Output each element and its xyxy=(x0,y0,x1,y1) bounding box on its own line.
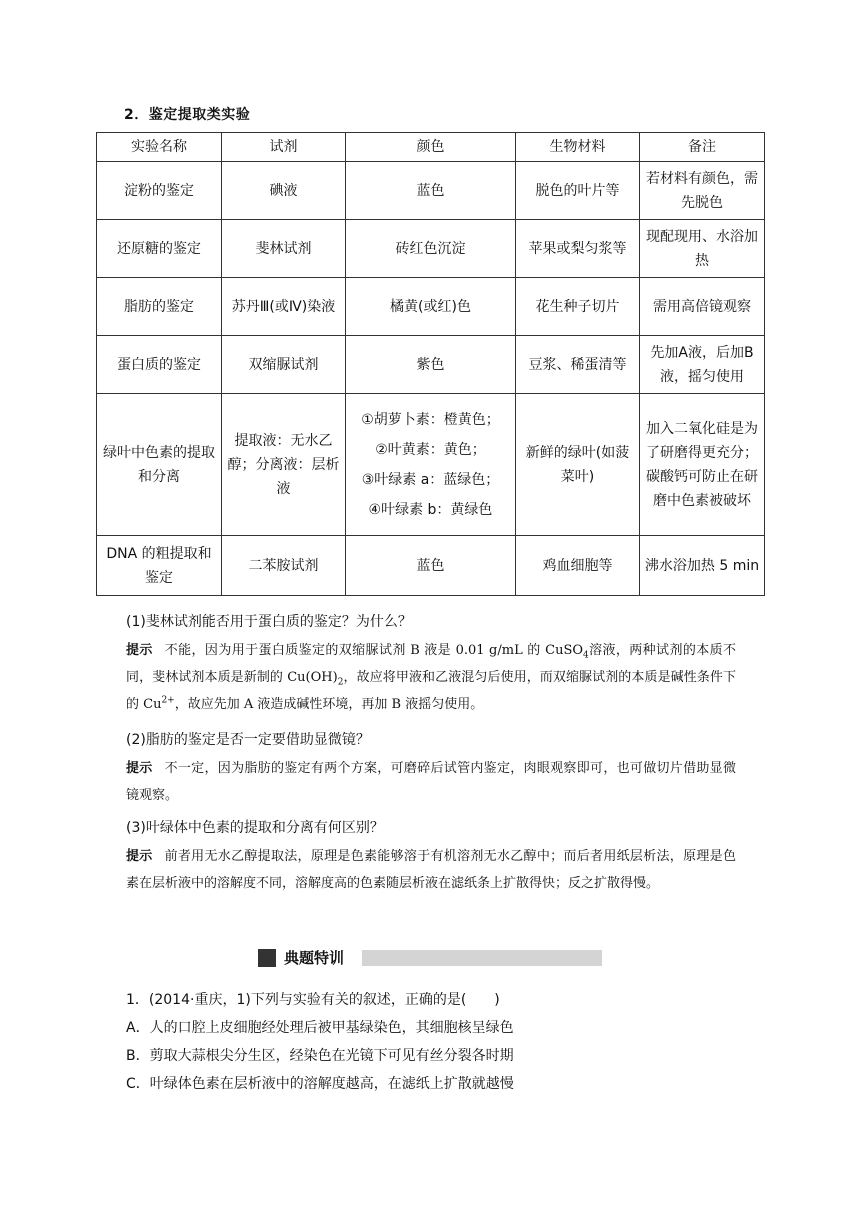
table-cell: 二苯胺试剂 xyxy=(222,536,346,596)
answer-subscript: 2 xyxy=(337,677,344,688)
table-cell: 脱色的叶片等 xyxy=(516,162,640,220)
table-cell: 若材料有颜色，需先脱色 xyxy=(640,162,765,220)
table-cell: 豆浆、稀蛋清等 xyxy=(516,336,640,394)
pigment-color-cell xyxy=(346,394,516,536)
question-3: (3)叶绿体中色素的提取和分离有何区别？ xyxy=(126,820,384,836)
answer-subscript: 4 xyxy=(583,650,589,661)
table-header-row xyxy=(97,133,765,162)
question-1: (1)斐林试剂能否用于蛋白质的鉴定？为什么？ xyxy=(126,614,412,630)
question-stem: 1．(2014·重庆，1)下列与实验有关的叙述，正确的是( ) xyxy=(126,992,500,1008)
tip-label: 提示 xyxy=(126,849,153,864)
table-row xyxy=(97,220,765,278)
table-cell: 蓝色 xyxy=(346,536,516,596)
section-title: 2．鉴定提取类实验 xyxy=(124,107,251,123)
option-b: B．剪取大蒜根尖分生区，经染色在光镜下可见有丝分裂各时期 xyxy=(126,1048,514,1064)
table-row xyxy=(97,394,765,536)
table-cell: 加入二氧化硅是为了研磨得更充分；碳酸钙可防止在研磨中色素被破坏 xyxy=(640,394,765,536)
table-cell: 鸡血细胞等 xyxy=(516,536,640,596)
table-cell: 新鲜的绿叶(如菠菜叶) xyxy=(516,394,640,536)
exercise-question xyxy=(126,988,746,1096)
answer-text: 不一定，因为脂肪的鉴定有两个方案，可磨碎后试管内鉴定，肉眼观察即可，也可做切片借助显微镜观察。 xyxy=(126,761,736,803)
table-cell: 双缩脲试剂 xyxy=(222,336,346,394)
answer-text: 前者用无水乙醇提取法，原理是色素能够溶于有机溶剂无水乙醇中；而后者用纸层析法，原理是色素在层析液中的溶解度不同，溶解度高的色素随层析液在滤纸条上扩散得快；反之扩散得慢。 xyxy=(126,849,736,891)
table-cell: 提取液：无水乙醇；分离液：层析液 xyxy=(222,394,346,536)
answer-text: 溶液，两种试剂的本质不同，斐林试剂本质是新制的 Cu(OH) xyxy=(126,643,736,685)
table-cell: 碘液 xyxy=(222,162,346,220)
header-material: 生物材料 xyxy=(516,133,640,162)
answer-superscript: 2+ xyxy=(161,695,175,706)
tip-label: 提示 xyxy=(126,761,153,776)
pigment-color-line: ④叶绿素 b：黄绿色 xyxy=(368,501,493,518)
table-cell: DNA 的粗提取和鉴定 xyxy=(97,536,222,596)
table-row xyxy=(97,536,765,596)
table-cell: 先加A液，后加B液，摇匀使用 xyxy=(640,336,765,394)
table-cell: 绿叶中色素的提取和分离 xyxy=(97,394,222,536)
banner-bar xyxy=(362,950,602,966)
table-cell: 需用高倍镜观察 xyxy=(640,278,765,336)
option-a: A．人的口腔上皮细胞经处理后被甲基绿染色，其细胞核呈绿色 xyxy=(126,1020,514,1036)
section-banner xyxy=(258,948,604,968)
banner-title: 典题特训 xyxy=(284,949,345,967)
table-cell: 现配现用、水浴加热 xyxy=(640,220,765,278)
table-cell: 脂肪的鉴定 xyxy=(97,278,222,336)
table-cell: 斐林试剂 xyxy=(222,220,346,278)
answer-1 xyxy=(126,637,736,718)
header-remarks: 备注 xyxy=(640,133,765,162)
answer-text: ，故应先加 A 液造成碱性环境，再加 B 液摇匀使用。 xyxy=(174,697,484,712)
answer-2 xyxy=(126,755,736,809)
qa-block-3 xyxy=(126,816,736,897)
table-cell: 砖红色沉淀 xyxy=(346,220,516,278)
table-cell: 还原糖的鉴定 xyxy=(97,220,222,278)
header-reagent: 试剂 xyxy=(222,133,346,162)
pigment-color-line: ③叶绿素 a：蓝绿色； xyxy=(361,471,500,488)
table-row xyxy=(97,162,765,220)
pigment-color-line: ②叶黄素：黄色； xyxy=(375,441,486,458)
answer-3 xyxy=(126,843,736,897)
header-color: 颜色 xyxy=(346,133,516,162)
answer-text: ，故应将甲液和乙液混匀后使用，而双缩脲试剂的本质是碱性条件下的 Cu xyxy=(126,670,736,712)
table-cell: 苏丹Ⅲ(或Ⅳ)染液 xyxy=(222,278,346,336)
answer-text: 不能，因为用于蛋白质鉴定的双缩脲试剂 B 液是 0.01 g/mL 的 CuSO xyxy=(164,643,584,658)
qa-block-1 xyxy=(126,610,736,718)
table-cell: 蓝色 xyxy=(346,162,516,220)
table-cell: 苹果或梨匀浆等 xyxy=(516,220,640,278)
table-cell: 橘黄(或红)色 xyxy=(346,278,516,336)
header-experiment-name: 实验名称 xyxy=(97,133,222,162)
tip-label: 提示 xyxy=(126,643,153,658)
square-marker-icon xyxy=(258,949,276,967)
pigment-color-line: ①胡萝卜素：橙黄色； xyxy=(361,411,500,428)
table-cell: 花生种子切片 xyxy=(516,278,640,336)
table-cell: 紫色 xyxy=(346,336,516,394)
table-cell: 沸水浴加热 5 min xyxy=(640,536,765,596)
identification-experiments-table xyxy=(96,132,765,596)
table-cell: 淀粉的鉴定 xyxy=(97,162,222,220)
question-2: (2)脂肪的鉴定是否一定要借助显微镜？ xyxy=(126,732,370,748)
table-row xyxy=(97,278,765,336)
table-row xyxy=(97,336,765,394)
qa-block-2 xyxy=(126,728,736,809)
option-c: C．叶绿体色素在层析液中的溶解度越高，在滤纸上扩散就越慢 xyxy=(126,1076,514,1092)
table-cell: 蛋白质的鉴定 xyxy=(97,336,222,394)
